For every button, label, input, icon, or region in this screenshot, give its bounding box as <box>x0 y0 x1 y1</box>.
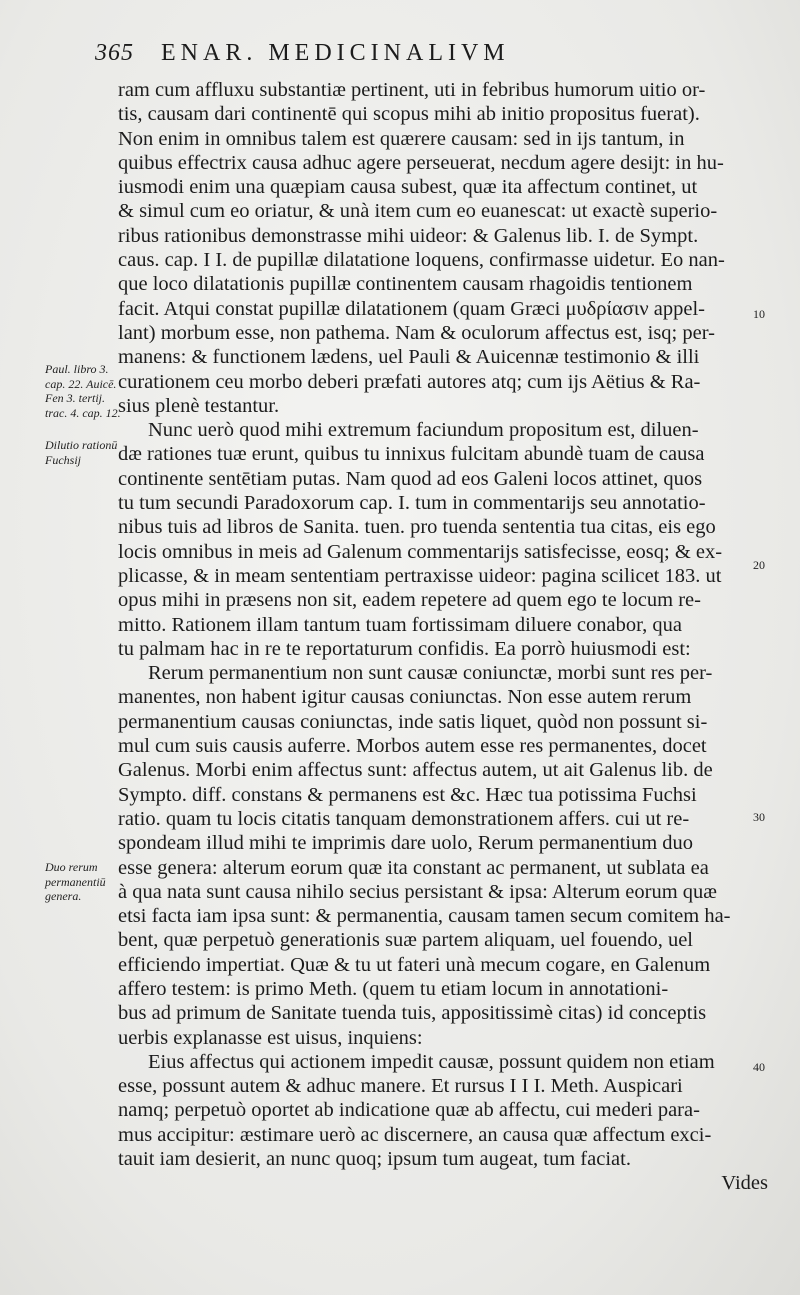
catchword: Vides <box>721 1172 768 1195</box>
text-line: Sympto. diff. constans & permanens est &c. Hæc tua potissima Fuchsi <box>118 783 697 806</box>
text-line: quibus effectrix causa adhuc agere perseuerat, necdum agere desijt: in hu- <box>118 151 724 174</box>
text-line: nibus tuis ad libros de Sanita. tuen. pro tuenda sententia tua citas, eis ego <box>118 516 716 539</box>
text-line: à qua nata sunt causa nihilo secius persistant & ipsa: Alterum eorum quæ <box>118 880 717 903</box>
text-line: etsi facta iam ipsa sunt: & permanentia, causam tamen secum comitem ha- <box>118 905 731 928</box>
line-number: 40 <box>753 1060 765 1074</box>
text-line: tis, causam dari continentē qui scopus mihi ab initio propositus fuerat). <box>118 103 700 126</box>
text-line: plicasse, & in meam sententiam pertraxisse uideor: pagina scilicet 183. ut <box>118 564 722 587</box>
text-line: namq; perpetuò oportet ab indicatione quæ ab affectu, cui mederi para- <box>118 1099 700 1122</box>
text-line: tu palmam hac in re te reportaturum confidis. Ea porrò huiusmodi est: <box>118 637 691 660</box>
text-line: tu tum secundi Paradoxorum cap. I. tum in commentarijs seu annotatio- <box>118 492 706 515</box>
text-line: Non enim in omnibus talem est quærere causam: sed in ijs tantum, in <box>118 127 685 150</box>
text-line: bus ad primum de Sanitate tuenda tuis, appositissimè citas) id conceptis <box>118 1002 707 1025</box>
text-line: caus. cap. I I. de pupillæ dilatatione loquens, confirmasse uidetur. Eo nan- <box>118 249 725 272</box>
text-line: & simul cum eo oriatur, & unà item cum eo euanescat: ut exactè superio- <box>118 200 718 223</box>
text-line: ram cum affluxu substantiæ pertinent, uti in febribus humorum uitio or- <box>118 79 706 101</box>
text-line: mitto. Rationem illam tantum tuam fortissimam diluere conabor, qua <box>118 613 682 636</box>
text-line: Nunc uerò quod mihi extremum faciundum propositum est, diluen- <box>148 419 699 442</box>
text-line: opus mihi in præsens non sit, eadem repetere ad quem ego te locum re- <box>118 589 701 612</box>
folio-number: 365 <box>95 40 134 66</box>
running-title: ENAR. MEDICINALIVM <box>161 40 510 66</box>
text-line: uerbis explanasse est uisus, inquiens: <box>118 1026 423 1049</box>
text-line: esse, possunt autem & adhuc manere. Et rursus I I I. Meth. Auspicari <box>118 1075 683 1098</box>
text-line: Eius affectus qui actionem impedit causæ, possunt quidem non etiam <box>148 1050 715 1073</box>
running-head <box>95 40 735 67</box>
text-line: mul cum suis causis auferre. Morbos autem esse res permanentes, docet <box>118 735 707 758</box>
line-number: 30 <box>753 810 765 824</box>
text-line: continente sentētiam putas. Nam quod ad eos Galeni locos attinet, quos <box>118 467 703 490</box>
line-number: 10 <box>753 307 765 321</box>
text-line: lant) morbum esse, non pathema. Nam & oculorum affectus est, isq; per- <box>118 321 715 344</box>
text-line: permanentium causas coniunctas, inde satis liquet, quòd non possunt si- <box>118 710 708 733</box>
body-text <box>118 78 790 1196</box>
marginal-note-citation: Paul. libro 3. cap. 22. Auicē. Fen 3. tertij. trac. 4. cap. 12. <box>45 362 121 420</box>
text-line: sius plenè testantur. <box>118 394 280 417</box>
text-line: spondeam illud mihi te imprimis dare uolo, Rerum permanentium duo <box>118 832 694 855</box>
text-line: efficiendo impertiat. Quæ & tu ut fateri unà mecum cogare, en Galenum <box>118 953 711 976</box>
line-number: 20 <box>753 558 765 572</box>
text-line: locis omnibus in meis ad Galenum commentarijs satisfecisse, eosq; & ex- <box>118 540 723 563</box>
text-line: curationem ceu morbo deberi præfati autores atq; cum ijs Aëtius & Ra- <box>118 370 701 393</box>
text-line: manens: & functionem lædens, uel Pauli & Auicennæ testimonio & illi <box>118 346 700 369</box>
text-line: iusmodi enim una quæpiam causa subest, quæ ita affectum continet, ut <box>118 176 698 199</box>
text-line: esse genera: alterum eorum quæ ita constant ac permanent, ut sublata ea <box>118 856 709 879</box>
marginal-note-duo-genera: Duo rerum permanentiū genera. <box>45 860 106 903</box>
text-line: Galenus. Morbi enim affectus sunt: affectus autem, ut ait Galenus lib. de <box>118 759 713 782</box>
text-line: tauit iam desierit, an nunc quoq; ipsum tum augeat, tum faciat. <box>118 1148 631 1171</box>
text-line: affero testem: is primo Meth. (quem tu etiam locum in annotationi- <box>118 977 669 1000</box>
text-line: dæ rationes tuæ erunt, quibus tu innixus fulcitam abundè tuam de causa <box>118 443 705 466</box>
text-line: ratio. quam tu locis citatis tanquam demonstrationem affers. cui ut re- <box>118 807 690 830</box>
text-line: Rerum permanentium non sunt causæ coniunctæ, morbi sunt res per- <box>148 662 713 685</box>
marginal-note-dilutio: Dilutio rationū Fuchsij <box>45 438 118 467</box>
text-line: manentes, non habent igitur causas coniunctas. Non esse autem rerum <box>118 686 692 709</box>
text-line: bent, quæ perpetuò generationis suæ partem aliquam, uel fouendo, uel <box>118 929 693 952</box>
text-line: que loco dilatationis pupillæ continentem causam rhagoidis tentionem <box>118 273 693 296</box>
text-line: mus accipitur: æstimare uerò ac discernere, an causa quæ affectum exci- <box>118 1123 712 1146</box>
text-line: facit. Atqui constat pupillæ dilatationem (quam Græci μυδρίασιν appel- <box>118 297 705 320</box>
text-line: ribus rationibus demonstrasse mihi uideor: & Galenus lib. I. de Sympt. <box>118 224 699 247</box>
